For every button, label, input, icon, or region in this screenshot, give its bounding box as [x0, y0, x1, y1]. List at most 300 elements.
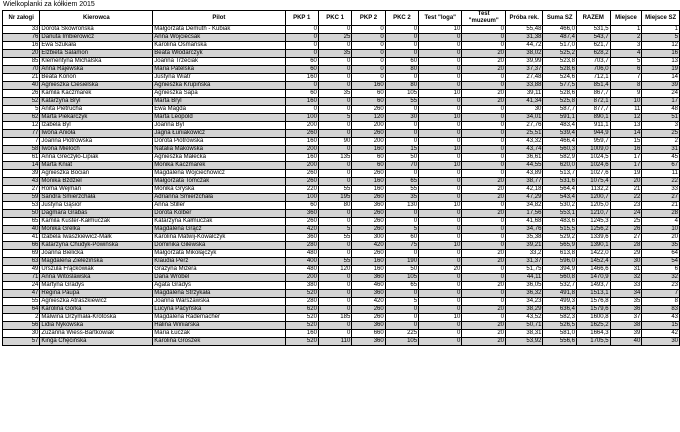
table-cell: Danuta Imbierowicz [40, 34, 153, 42]
column-header: Test "loga" [419, 11, 462, 26]
table-cell: 23 [610, 202, 642, 210]
table-cell: 260 [352, 314, 385, 322]
table-cell: 260 [285, 178, 318, 186]
table-row [3, 138, 680, 146]
table-row [3, 290, 680, 298]
table-cell: 420 [352, 298, 385, 306]
table-cell: 1470,9 [576, 274, 610, 282]
table-cell: 39,21 [506, 242, 543, 250]
table-cell: Dorota Kolber [153, 210, 285, 218]
table-cell: 487,4 [543, 34, 577, 42]
table-cell: 621,7 [576, 42, 610, 50]
table-cell: 703,7 [576, 58, 610, 66]
column-header: Kierowca [40, 11, 153, 26]
table-cell: 25 [642, 130, 680, 138]
table-cell: 55 [318, 186, 351, 194]
table-cell: Iwona Mieloch [40, 146, 153, 154]
table-cell: Zuzanna Wiess-Bartkowiak [40, 330, 153, 338]
table-cell: Joanna Warszawska [153, 298, 285, 306]
table-cell: Regina Paupa [40, 290, 153, 298]
table-cell: 35 [385, 194, 418, 202]
table-cell: 10 [419, 202, 462, 210]
table-row [3, 298, 680, 306]
table-cell: 0 [385, 290, 418, 298]
table-cell: 0 [419, 194, 462, 202]
table-cell: 525,2 [543, 50, 577, 58]
table-cell: 872,1 [576, 98, 610, 106]
table-cell: Sandra Śmierzchała [40, 194, 153, 202]
table-cell: 35,38 [506, 234, 543, 242]
table-cell: 1664,3 [576, 330, 610, 338]
column-header: PKP 1 [285, 11, 318, 26]
table-cell: 0 [462, 314, 506, 322]
table-cell: 1 [642, 26, 680, 34]
table-cell: 0 [462, 234, 506, 242]
table-row [3, 106, 680, 114]
table-cell: Anita Pietrucha [40, 106, 153, 114]
table-cell: 1256,2 [576, 226, 610, 234]
table-cell: 21 [3, 74, 40, 82]
table-cell: Justyna Gąsior [40, 202, 153, 210]
table-cell: 71 [3, 274, 40, 282]
table-cell: 76 [3, 34, 40, 42]
table-cell: 890,1 [576, 114, 610, 122]
table-cell: Agnieszka Atraszkiewicz [40, 298, 153, 306]
table-cell: 7 [642, 290, 680, 298]
table-cell: 0 [462, 130, 506, 138]
table-row [3, 202, 680, 210]
table-cell: 0 [419, 226, 462, 234]
table-cell: 564,4 [543, 186, 577, 194]
table-cell: 480 [285, 266, 318, 274]
table-cell: 195 [318, 194, 351, 202]
table-row [3, 234, 680, 242]
table-cell: 200 [352, 138, 385, 146]
table-cell: 0 [419, 66, 462, 74]
table-cell: 38,77 [506, 178, 543, 186]
table-cell: 55 [318, 234, 351, 242]
table-cell: 11 [610, 106, 642, 114]
table-cell: 32 [610, 274, 642, 282]
table-cell: 65 [385, 178, 418, 186]
table-cell: 0 [419, 34, 462, 42]
table-cell: 0 [385, 106, 418, 114]
table-cell: 185 [318, 314, 351, 322]
table-cell: Katarzyna Bryl [40, 98, 153, 106]
table-cell: 160 [285, 74, 318, 82]
table-cell: 260 [352, 218, 385, 226]
table-cell: 200 [285, 162, 318, 170]
table-cell: 43,89 [506, 170, 543, 178]
table-cell: 1493,7 [576, 282, 610, 290]
table-cell: 0 [462, 42, 506, 50]
table-cell: 20 [462, 50, 506, 58]
table-cell: 14 [642, 74, 680, 82]
table-cell: 20 [462, 186, 506, 194]
table-cell: 360 [285, 234, 318, 242]
table-cell: 520 [285, 290, 318, 298]
table-cell: 0 [352, 50, 385, 58]
table-cell: 0 [419, 186, 462, 194]
table-cell: 0 [462, 266, 506, 274]
table-cell: 39 [3, 170, 40, 178]
table-cell: 360 [285, 210, 318, 218]
table-cell: 0 [462, 226, 506, 234]
table-cell: 12 [610, 114, 642, 122]
table-cell: 587,7 [543, 106, 577, 114]
table-cell: 531,6 [543, 178, 577, 186]
table-cell: 0 [419, 322, 462, 330]
table-cell: 7 [3, 138, 40, 146]
table-cell: 0 [318, 290, 351, 298]
column-header: PKC 1 [318, 11, 351, 26]
table-cell: 10 [419, 162, 462, 170]
column-header: Suma SZ [543, 11, 577, 26]
table-cell: 38,02 [506, 50, 543, 58]
table-cell: 0 [318, 122, 351, 130]
table-cell: 420 [352, 242, 385, 250]
table-cell: 0 [419, 42, 462, 50]
table-cell: 130 [385, 202, 418, 210]
table-cell: 26 [3, 90, 40, 98]
table-cell: 0 [419, 218, 462, 226]
table-cell: 33,88 [506, 82, 543, 90]
table-cell: 0 [385, 50, 418, 58]
table-cell: Joanna Bielicka [40, 250, 153, 258]
table-cell: 5 [3, 106, 40, 114]
table-cell: 60 [285, 66, 318, 74]
table-cell: 0 [285, 26, 318, 34]
table-cell: 1576,8 [576, 298, 610, 306]
table-cell: 0 [318, 82, 351, 90]
table-cell: 1513,1 [576, 290, 610, 298]
table-cell: 10 [610, 98, 642, 106]
table-cell: 360 [352, 322, 385, 330]
table-cell: 0 [462, 74, 506, 82]
table-cell: 5 [642, 34, 680, 42]
table-cell: 38,31 [506, 330, 543, 338]
table-cell: 60 [352, 154, 385, 162]
table-cell: 517,0 [543, 42, 577, 50]
table-cell: 360 [352, 202, 385, 210]
table-cell: 34,01 [506, 114, 543, 122]
table-cell: 40 [3, 226, 40, 234]
table-cell: 260 [352, 130, 385, 138]
table-row [3, 130, 680, 138]
table-cell: 105 [385, 274, 418, 282]
table-cell: Grażyna Mizera [153, 266, 285, 274]
table-cell: Małgorzata Demuth - Kubiak [153, 26, 285, 34]
table-cell: 55 [385, 98, 418, 106]
table-cell: 17 [610, 154, 642, 162]
table-cell: 19 [610, 170, 642, 178]
table-cell: 45 [642, 154, 680, 162]
table-cell: 26 [610, 226, 642, 234]
table-cell: 3 [610, 42, 642, 50]
table-cell: Magdalena Rademacher [153, 314, 285, 322]
table-cell: 260 [352, 194, 385, 202]
table-cell: 0 [419, 138, 462, 146]
table-cell: 520 [285, 338, 318, 346]
table-cell: 16 [3, 42, 40, 50]
table-cell: 360 [352, 290, 385, 298]
table-cell: 2 [642, 138, 680, 146]
table-cell: 5 [610, 58, 642, 66]
table-cell: 75 [385, 242, 418, 250]
table-cell: Dorota Skowrońska [40, 26, 153, 34]
table-cell: Kamila Kaczmarek [40, 90, 153, 98]
table-cell: 959,7 [576, 138, 610, 146]
table-cell: 8 [642, 298, 680, 306]
table-cell: 0 [419, 274, 462, 282]
table-cell: Anna Witoslawska [40, 274, 153, 282]
table-row [3, 122, 680, 130]
table-row [3, 322, 680, 330]
table-row [3, 194, 680, 202]
table-cell: 31,37 [506, 258, 543, 266]
table-cell: Martyna Gradys [40, 282, 153, 290]
table-cell: Ewa Szukała [40, 42, 153, 50]
table-cell: 10 [642, 226, 680, 234]
table-cell: 20 [462, 178, 506, 186]
column-header: PKC 2 [385, 11, 418, 26]
table-cell: 0 [318, 106, 351, 114]
table-row [3, 98, 680, 106]
table-cell: 0 [385, 250, 418, 258]
table-cell: 0 [462, 34, 506, 42]
table-cell: 20 [610, 178, 642, 186]
table-cell: 483,4 [543, 122, 577, 130]
table-cell: 0 [419, 170, 462, 178]
table-row [3, 258, 680, 266]
table-cell: 0 [419, 338, 462, 346]
table-cell: 0 [318, 298, 351, 306]
table-cell: 0 [352, 26, 385, 34]
table-cell: 42,18 [506, 186, 543, 194]
table-cell: 50 [385, 154, 418, 162]
table-row [3, 178, 680, 186]
table-cell: 13 [610, 122, 642, 130]
table-cell: 0 [318, 242, 351, 250]
table-cell: Maria Łuczak [153, 330, 285, 338]
table-row [3, 74, 680, 82]
table-cell: 80 [318, 202, 351, 210]
table-cell: Urszula Frąckowiak [40, 266, 153, 274]
table-cell: 38 [610, 322, 642, 330]
table-cell: 8 [610, 82, 642, 90]
table-cell: 0 [462, 242, 506, 250]
table-cell: 10 [419, 26, 462, 34]
table-cell: 10 [419, 314, 462, 322]
table-cell: 16 [610, 146, 642, 154]
table-cell: 21 [642, 202, 680, 210]
table-cell: 10 [419, 114, 462, 122]
table-cell: 260 [352, 226, 385, 234]
table-cell: 0 [462, 290, 506, 298]
table-cell: 160 [352, 258, 385, 266]
table-cell: 0 [419, 154, 462, 162]
table-cell: Jagna Łuniakowicz [153, 130, 285, 138]
table-cell: 0 [385, 170, 418, 178]
table-cell: 29 [610, 250, 642, 258]
table-cell: 25 [318, 34, 351, 42]
table-cell: 0 [385, 42, 418, 50]
table-cell: 60 [385, 58, 418, 66]
table-cell: 49 [3, 266, 40, 274]
table-cell: Elżbieta Salamon [40, 50, 153, 58]
table-cell: Agnieszka Krupińska [153, 82, 285, 90]
table-cell: 55 [318, 258, 351, 266]
table-cell: 1452,4 [576, 258, 610, 266]
table-cell: 524,6 [543, 74, 577, 82]
table-cell: 20 [462, 98, 506, 106]
table-cell: Małgorzata Mikołajczyk [153, 250, 285, 258]
table-cell: 22 [642, 178, 680, 186]
table-cell: Izabela Byl [40, 122, 153, 130]
table-cell: 65 [3, 218, 40, 226]
table-cell: Beata Włodarczyk [153, 50, 285, 58]
table-cell: 60 [352, 162, 385, 170]
table-cell: Monika Grelka [40, 226, 153, 234]
table-cell: 17 [642, 98, 680, 106]
table-cell: 0 [318, 322, 351, 330]
table-cell: 15 [610, 138, 642, 146]
table-cell: 0 [385, 138, 418, 146]
table-cell: 0 [462, 218, 506, 226]
table-cell: 9 [610, 90, 642, 98]
table-cell: 23 [642, 282, 680, 290]
table-cell: 0 [385, 322, 418, 330]
table-cell: 83 [642, 306, 680, 314]
table-cell: 0 [419, 82, 462, 90]
table-cell: Monika Bździel [40, 178, 153, 186]
table-cell: 1009,0 [576, 146, 610, 154]
table-cell: 0 [419, 234, 462, 242]
table-cell: Natalia Makowska [153, 146, 285, 154]
table-cell: 466,0 [543, 26, 577, 34]
table-cell: 58 [3, 146, 40, 154]
table-cell: 35 [610, 298, 642, 306]
table-cell: 27 [610, 234, 642, 242]
table-cell: 582,3 [543, 314, 577, 322]
table-cell: 5 [318, 226, 351, 234]
table-cell: 10 [419, 146, 462, 154]
table-cell: 20 [462, 282, 506, 290]
table-cell: 35 [642, 242, 680, 250]
table-cell: 0 [419, 250, 462, 258]
table-cell: 706,0 [576, 66, 610, 74]
table-cell: 591,1 [543, 114, 577, 122]
table-cell: 44,11 [506, 274, 543, 282]
table-cell: 520 [285, 322, 318, 330]
table-cell: 160 [285, 154, 318, 162]
table-cell: 543,4 [543, 194, 577, 202]
table-row [3, 66, 680, 74]
table-cell: 20 [462, 306, 506, 314]
table-cell: Dagmara Grabas [40, 210, 153, 218]
table-cell: 360 [352, 338, 385, 346]
table-cell: 60 [352, 98, 385, 106]
table-cell: 33,2 [506, 250, 543, 258]
table-cell: 15 [385, 146, 418, 154]
table-cell: 1024,6 [576, 162, 610, 170]
table-cell: 50,71 [506, 322, 543, 330]
table-cell: 100 [285, 114, 318, 122]
table-cell: 17,56 [506, 210, 543, 218]
table-row [3, 154, 680, 162]
table-cell: Iwona Anioła [40, 130, 153, 138]
table-body [3, 26, 680, 346]
table-row [3, 218, 680, 226]
table-row [3, 50, 680, 58]
table-cell: 0 [385, 306, 418, 314]
table-cell: 2 [610, 34, 642, 42]
table-cell: 160 [352, 266, 385, 274]
table-cell: 0 [419, 74, 462, 82]
table-cell: 620 [285, 306, 318, 314]
table-cell: 0 [462, 202, 506, 210]
table-cell: 66 [3, 242, 40, 250]
table-row [3, 250, 680, 258]
table-cell: 0 [352, 66, 385, 74]
table-cell: 56 [3, 322, 40, 330]
table-cell: 120 [352, 114, 385, 122]
table-cell: 0 [285, 42, 318, 50]
table-cell: 31,38 [506, 34, 543, 42]
table-cell: 61 [3, 154, 40, 162]
column-header: Miejsce SZ [642, 11, 680, 26]
table-row [3, 58, 680, 66]
table-cell: 260 [352, 306, 385, 314]
table-cell: 0 [462, 154, 506, 162]
table-cell: 65 [385, 282, 418, 290]
table-cell: 851,4 [576, 82, 610, 90]
table-cell: 27 [3, 186, 40, 194]
table-cell: 60 [385, 234, 418, 242]
table-cell: 260 [285, 218, 318, 226]
table-cell: 41,68 [506, 218, 543, 226]
table-cell: Roma Wejman [40, 186, 153, 194]
table-cell: 531,5 [576, 26, 610, 34]
table-cell: 1075,4 [576, 178, 610, 186]
table-cell: 60 [285, 90, 318, 98]
table-cell: 32 [642, 274, 680, 282]
table-cell: 0 [318, 146, 351, 154]
table-cell: 44,55 [506, 162, 543, 170]
table-cell: 36,05 [506, 282, 543, 290]
table-cell: 420 [285, 226, 318, 234]
table-cell: 10 [419, 90, 462, 98]
table-cell: 0 [385, 314, 418, 322]
table-cell: 105 [385, 338, 418, 346]
table-cell: 0 [462, 170, 506, 178]
table-row [3, 226, 680, 234]
table-cell: 0 [285, 106, 318, 114]
table-cell: 44,72 [506, 42, 543, 50]
table-cell: Karolina Matwij-Kowalczyk [153, 234, 285, 242]
column-header: Miejsce [610, 11, 642, 26]
table-cell: 160 [285, 138, 318, 146]
table-cell: 0 [318, 98, 351, 106]
table-cell: 0 [419, 106, 462, 114]
table-cell: 577,5 [543, 82, 577, 90]
table-cell: 260 [285, 170, 318, 178]
table-cell: 0 [462, 114, 506, 122]
table-cell: 160 [352, 186, 385, 194]
table-cell: 260 [352, 170, 385, 178]
table-cell: 90 [318, 138, 351, 146]
table-cell: 36 [610, 306, 642, 314]
